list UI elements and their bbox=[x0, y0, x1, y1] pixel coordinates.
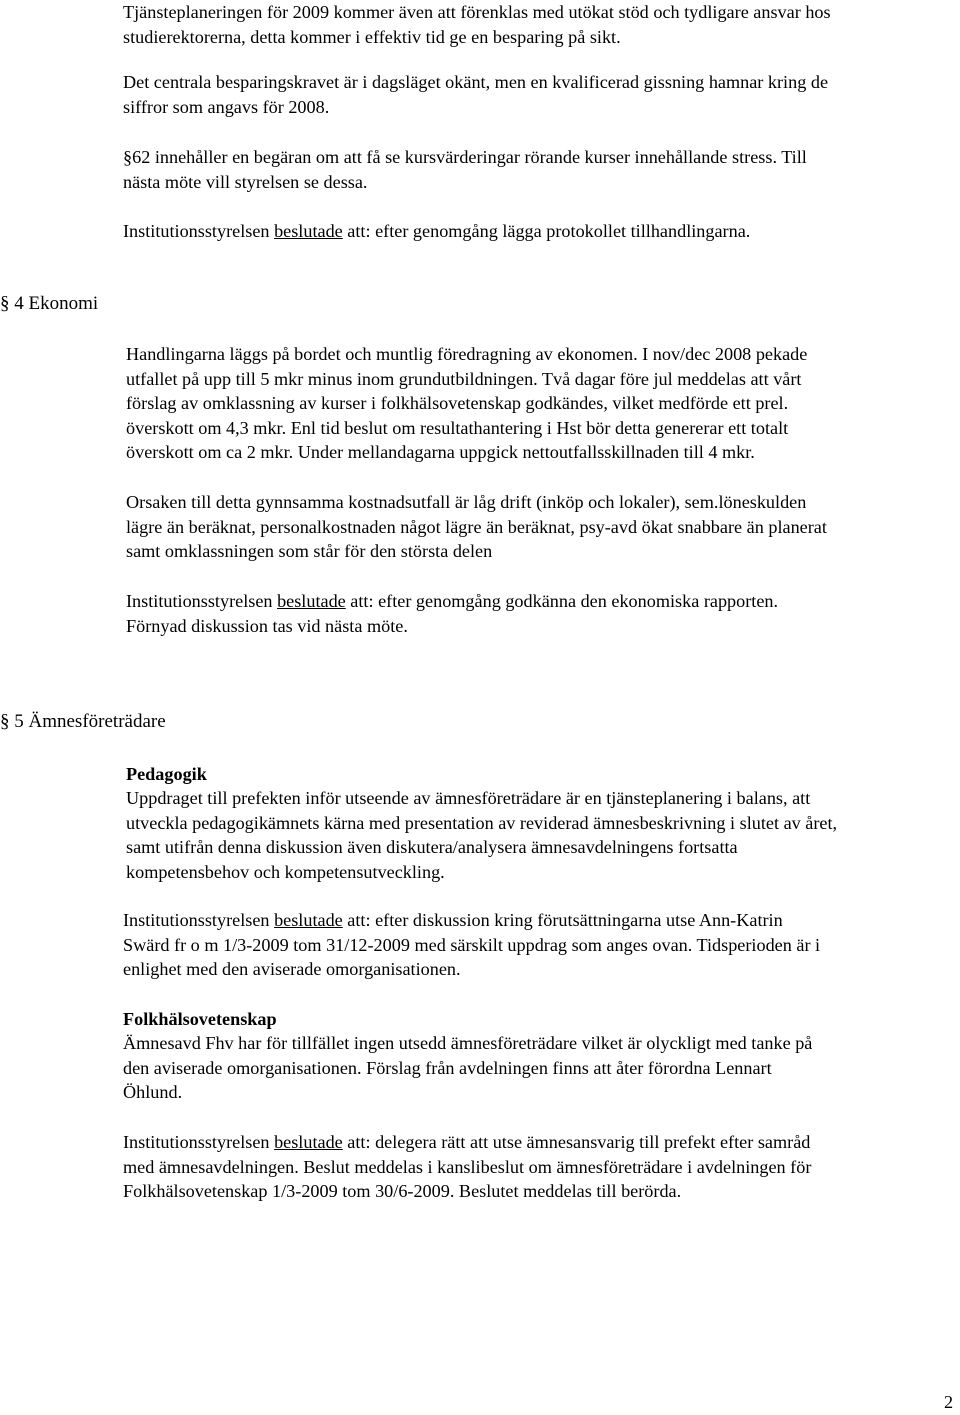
intro-paragraph-2 bbox=[123, 70, 828, 119]
text-line: med ämnesavdelningen. Beslut meddelas i kanslibeslut om ämnesföreträdare i avdelningen för bbox=[123, 1156, 812, 1177]
decision-keyword: beslutade bbox=[274, 1132, 343, 1152]
text-line: överskott om 4,3 mkr. Enl tid beslut om resultathantering i Hst bör detta genererar ett totalt bbox=[126, 417, 789, 438]
text-line: kompetensbehov och kompetensutveckling. bbox=[126, 861, 445, 882]
decision-line: Institutionsstyrelsen beslutade att: delegera rätt att utse ämnesansvarig till prefekt efter samråd bbox=[123, 1132, 811, 1152]
text-line: utfallet på upp till 5 mkr minus inom grundutbildningen. Två dagar före jul meddelas att vårt bbox=[126, 368, 802, 389]
text-line: §62 innehåller en begäran om att få se kursvärderingar rörande kurser innehållande stress. Till bbox=[123, 147, 807, 167]
section-heading-amnesforetradare: § 5 Ämnesföreträdare bbox=[0, 711, 166, 732]
text-line: Öhlund. bbox=[123, 1082, 183, 1102]
text-line: lägre än beräknat, personalkostnaden något lägre än beräknat, psy-avd ökat snabbare än planerat bbox=[126, 516, 827, 537]
text-line: nästa möte vill styrelsen se dessa. bbox=[123, 171, 368, 192]
ekonomi-paragraph-2 bbox=[126, 490, 827, 564]
text-line: Uppdraget till prefekten inför utseende av ämnesföreträdare är en tjänsteplanering i balans, att bbox=[126, 788, 811, 808]
text-line: Orsaken till detta gynnsamma kostnadsutfall är låg drift (inköp och lokaler), sem.löneskulden bbox=[126, 492, 807, 512]
text-line: utveckla pedagogikämnets kärna med presentation av reviderad ämnesbeskrivning i slutet av året, bbox=[126, 812, 838, 833]
text-line: Handlingarna läggs på bordet och muntlig föredragning av ekonomen. I nov/dec 2008 pekade bbox=[126, 344, 808, 364]
intro-paragraph-3 bbox=[123, 145, 807, 194]
pedagogik-paragraph bbox=[126, 786, 837, 884]
decision-line: Institutionsstyrelsen beslutade att: efter diskussion kring förutsättningarna utse Ann-Katrin bbox=[123, 910, 783, 930]
ekonomi-decision bbox=[126, 589, 778, 638]
text-line: den aviserade omorganisationen. Förslag från avdelningen finns att åter förordna Lennart bbox=[123, 1057, 772, 1078]
text-line: enlighet med den aviserade omorganisationen. bbox=[123, 959, 461, 979]
text-line: Tjänsteplaneringen för 2009 kommer även att förenklas med utökat stöd och tydligare ansvar hos bbox=[123, 2, 831, 22]
text-line: Förnyad diskussion tas vid nästa möte. bbox=[126, 615, 408, 636]
ekonomi-paragraph-1 bbox=[126, 342, 807, 465]
text-line: Ämnesavd Fhv har för tillfället ingen utsedd ämnesföreträdare vilket är olyckligt med tanke på bbox=[123, 1033, 813, 1053]
decision-keyword: beslutade bbox=[277, 591, 346, 611]
text-line: samt utifrån denna diskussion även diskutera/analysera ämnesavdelningens fortsatta bbox=[126, 837, 738, 857]
subsection-title-pedagogik: Pedagogik bbox=[126, 764, 207, 784]
decision-line: Institutionsstyrelsen beslutade att: efter genomgång lägga protokollet tillhandlingarna. bbox=[123, 221, 751, 241]
text-line: siffror som angavs för 2008. bbox=[123, 96, 330, 117]
text-line: samt omklassningen som står för den största delen bbox=[126, 541, 493, 561]
text-line: förslag av omklassning av kurser i folkhälsovetenskap godkändes, vilket medförde ett prel. bbox=[126, 393, 789, 413]
folkhalsovetenskap-decision bbox=[123, 1130, 811, 1204]
folkhalsovetenskap-paragraph bbox=[123, 1031, 812, 1105]
decision-keyword: beslutade bbox=[274, 221, 343, 241]
decision-keyword: beslutade bbox=[274, 910, 343, 930]
pedagogik-decision bbox=[123, 908, 820, 982]
intro-paragraph-1 bbox=[123, 0, 831, 49]
text-line: överskott om ca 2 mkr. Under mellandagarna uppgick nettoutfallsskillnaden till 4 mkr. bbox=[126, 442, 755, 462]
section-heading-ekonomi: § 4 Ekonomi bbox=[0, 293, 99, 314]
intro-decision bbox=[123, 219, 750, 244]
subsection-title-folkhalsovetenskap: Folkhälsovetenskap bbox=[123, 1009, 277, 1029]
text-line: Swärd fr o m 1/3-2009 tom 31/12-2009 med särskilt uppdrag som anges ovan. Tidsperioden är i bbox=[123, 934, 821, 955]
text-line: Det centrala besparingskravet är i dagsläget okänt, men en kvalificerad gissning hamnar kring de bbox=[123, 72, 829, 92]
decision-line: Institutionsstyrelsen beslutade att: efter genomgång godkänna den ekonomiska rapporten. bbox=[126, 591, 779, 611]
text-line: Folkhälsovetenskap 1/3-2009 tom 30/6-2009. Beslutet meddelas till berörda. bbox=[123, 1181, 682, 1201]
page-number: 2 bbox=[944, 1392, 954, 1412]
text-line: studierektorerna, detta kommer i effektiv tid ge en besparing på sikt. bbox=[123, 26, 621, 47]
